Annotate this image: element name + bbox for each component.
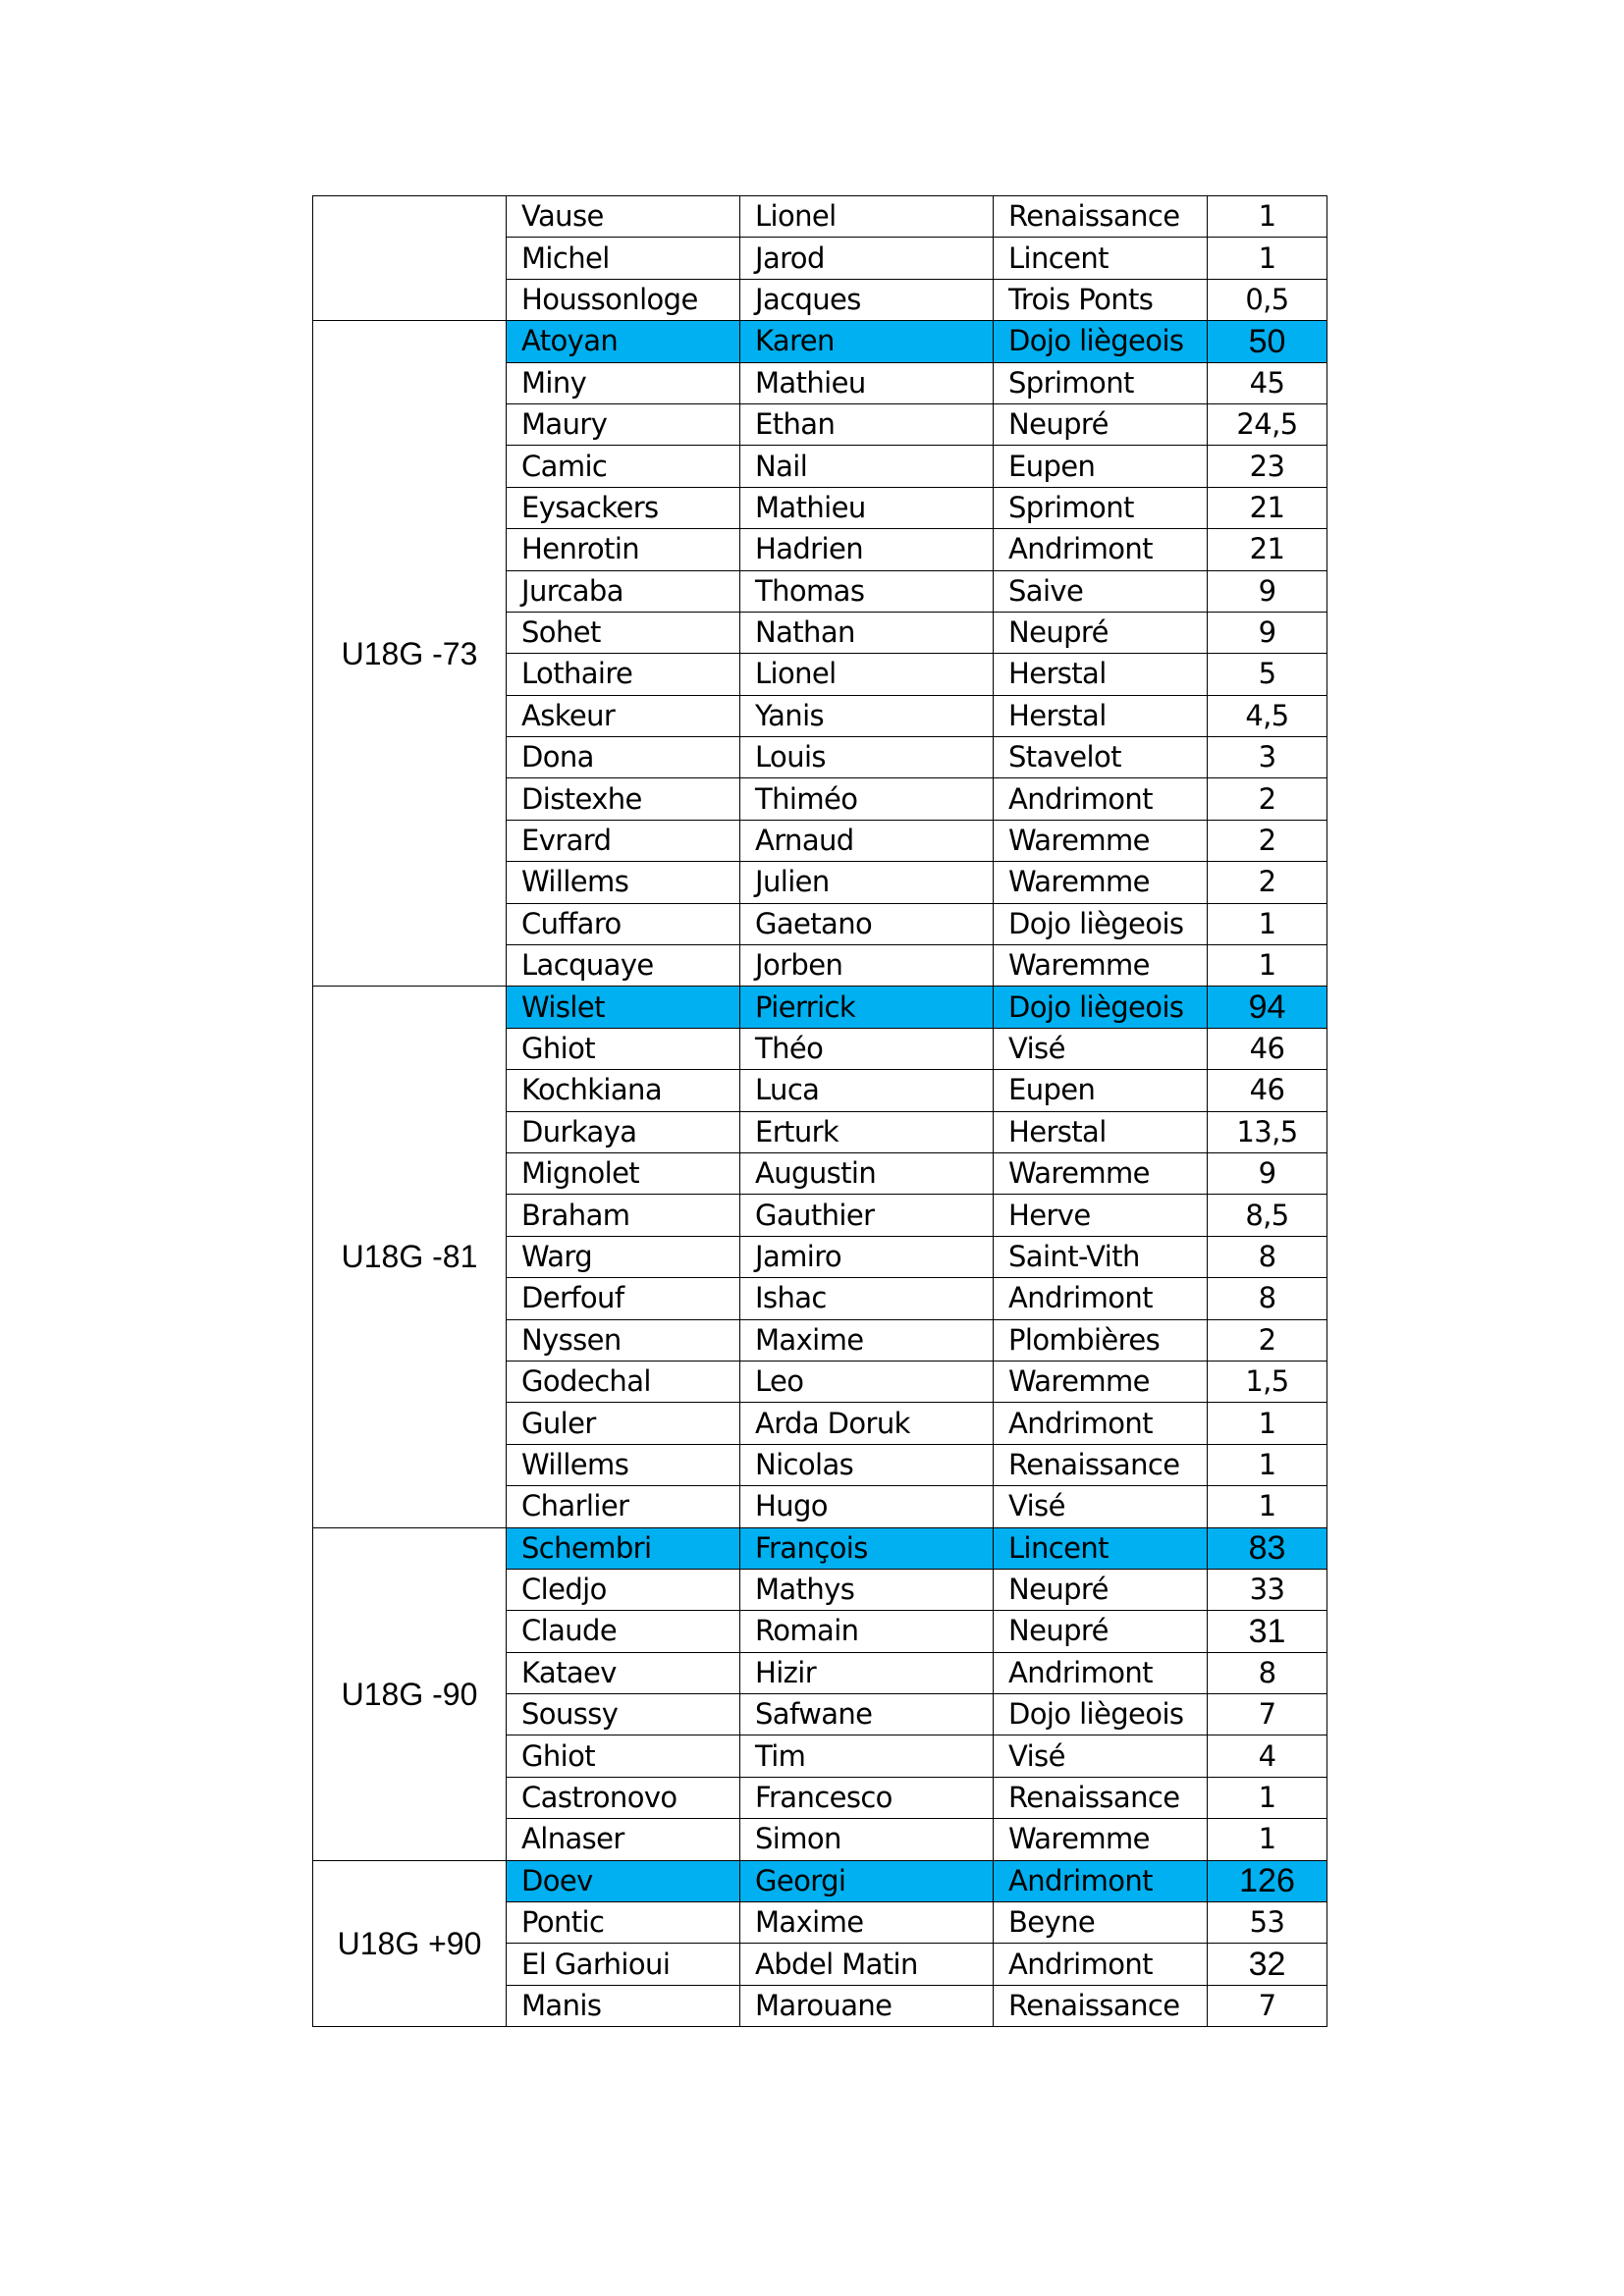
first-name-cell: Arda Doruk (740, 1403, 994, 1444)
club-cell: Dojo liègeois (994, 1694, 1208, 1735)
points-cell: 31 (1208, 1611, 1327, 1652)
first-name-cell: Jacques (740, 279, 994, 320)
first-name-cell: Francesco (740, 1777, 994, 1818)
last-name-cell: Cledjo (507, 1569, 740, 1610)
club-cell: Dojo liègeois (994, 903, 1208, 944)
last-name-cell: Askeur (507, 695, 740, 736)
first-name-cell: Tim (740, 1735, 994, 1777)
first-name-cell: Jarod (740, 238, 994, 279)
club-cell: Sprimont (994, 362, 1208, 403)
points-cell: 7 (1208, 1985, 1327, 2026)
last-name-cell: Alnaser (507, 1819, 740, 1860)
club-cell: Neupré (994, 1611, 1208, 1652)
points-cell: 83 (1208, 1527, 1327, 1569)
points-cell: 9 (1208, 1152, 1327, 1194)
first-name-cell: Karen (740, 321, 994, 362)
first-name-cell: Lionel (740, 196, 994, 238)
points-cell: 1 (1208, 1486, 1327, 1527)
first-name-cell: Romain (740, 1611, 994, 1652)
first-name-cell: Yanis (740, 695, 994, 736)
club-cell: Saint-Vith (994, 1236, 1208, 1277)
last-name-cell: Durkaya (507, 1111, 740, 1152)
results-table (312, 195, 1327, 2027)
last-name-cell: Schembri (507, 1527, 740, 1569)
first-name-cell: Abdel Matin (740, 1944, 994, 1985)
points-cell: 0,5 (1208, 279, 1327, 320)
club-cell: Eupen (994, 1070, 1208, 1111)
results-table-body (313, 196, 1327, 2027)
club-cell: Waremme (994, 1152, 1208, 1194)
last-name-cell: Willems (507, 1444, 740, 1485)
first-name-cell: Nicolas (740, 1444, 994, 1485)
last-name-cell: Ghiot (507, 1735, 740, 1777)
club-cell: Visé (994, 1028, 1208, 1069)
first-name-cell: Thomas (740, 570, 994, 612)
club-cell: Waremme (994, 862, 1208, 903)
points-cell: 46 (1208, 1028, 1327, 1069)
last-name-cell: Ghiot (507, 1028, 740, 1069)
points-cell: 8 (1208, 1278, 1327, 1319)
points-cell: 45 (1208, 362, 1327, 403)
last-name-cell: Doev (507, 1860, 740, 1901)
club-cell: Renaissance (994, 1777, 1208, 1818)
first-name-cell: Nail (740, 446, 994, 487)
points-cell: 7 (1208, 1694, 1327, 1735)
first-name-cell: Pierrick (740, 987, 994, 1028)
last-name-cell: Kataev (507, 1652, 740, 1693)
points-cell: 1 (1208, 945, 1327, 987)
first-name-cell: Leo (740, 1361, 994, 1402)
last-name-cell: Camic (507, 446, 740, 487)
points-cell: 4 (1208, 1735, 1327, 1777)
club-cell: Andrimont (994, 1403, 1208, 1444)
first-name-cell: Luca (740, 1070, 994, 1111)
category-cell (313, 196, 507, 321)
last-name-cell: Eysackers (507, 487, 740, 528)
first-name-cell: Augustin (740, 1152, 994, 1194)
club-cell: Renaissance (994, 1985, 1208, 2026)
category-cell: U18G -90 (313, 1527, 507, 1860)
points-cell: 3 (1208, 737, 1327, 778)
last-name-cell: Henrotin (507, 529, 740, 570)
points-cell: 2 (1208, 820, 1327, 861)
club-cell: Neupré (994, 1569, 1208, 1610)
last-name-cell: Miny (507, 362, 740, 403)
points-cell: 13,5 (1208, 1111, 1327, 1152)
first-name-cell: Gaetano (740, 903, 994, 944)
last-name-cell: Nyssen (507, 1319, 740, 1361)
points-cell: 33 (1208, 1569, 1327, 1610)
club-cell: Plombières (994, 1319, 1208, 1361)
club-cell: Herstal (994, 1111, 1208, 1152)
last-name-cell: Pontic (507, 1902, 740, 1944)
points-cell: 8 (1208, 1652, 1327, 1693)
points-cell: 21 (1208, 487, 1327, 528)
first-name-cell: Maxime (740, 1902, 994, 1944)
points-cell: 1 (1208, 1403, 1327, 1444)
points-cell: 1,5 (1208, 1361, 1327, 1402)
club-cell: Eupen (994, 446, 1208, 487)
first-name-cell: Julien (740, 862, 994, 903)
first-name-cell: Ethan (740, 403, 994, 445)
club-cell: Andrimont (994, 1944, 1208, 1985)
first-name-cell: Gauthier (740, 1195, 994, 1236)
first-name-cell: Hugo (740, 1486, 994, 1527)
first-name-cell: Mathys (740, 1569, 994, 1610)
club-cell: Trois Ponts (994, 279, 1208, 320)
club-cell: Herstal (994, 654, 1208, 695)
points-cell: 1 (1208, 1819, 1327, 1860)
first-name-cell: Hizir (740, 1652, 994, 1693)
first-name-cell: Maxime (740, 1319, 994, 1361)
last-name-cell: Godechal (507, 1361, 740, 1402)
club-cell: Waremme (994, 820, 1208, 861)
points-cell: 24,5 (1208, 403, 1327, 445)
club-cell: Dojo liègeois (994, 987, 1208, 1028)
points-cell: 53 (1208, 1902, 1327, 1944)
club-cell: Andrimont (994, 778, 1208, 820)
table-row (313, 987, 1327, 1028)
first-name-cell: Nathan (740, 612, 994, 653)
last-name-cell: Houssonloge (507, 279, 740, 320)
last-name-cell: Derfouf (507, 1278, 740, 1319)
last-name-cell: Kochkiana (507, 1070, 740, 1111)
club-cell: Waremme (994, 1361, 1208, 1402)
last-name-cell: Dona (507, 737, 740, 778)
club-cell: Visé (994, 1735, 1208, 1777)
last-name-cell: Lacquaye (507, 945, 740, 987)
last-name-cell: Guler (507, 1403, 740, 1444)
first-name-cell: Louis (740, 737, 994, 778)
last-name-cell: Willems (507, 862, 740, 903)
points-cell: 1 (1208, 238, 1327, 279)
club-cell: Sprimont (994, 487, 1208, 528)
points-cell: 46 (1208, 1070, 1327, 1111)
first-name-cell: Ishac (740, 1278, 994, 1319)
points-cell: 2 (1208, 778, 1327, 820)
club-cell: Andrimont (994, 1278, 1208, 1319)
club-cell: Beyne (994, 1902, 1208, 1944)
last-name-cell: Braham (507, 1195, 740, 1236)
last-name-cell: Wislet (507, 987, 740, 1028)
club-cell: Andrimont (994, 1652, 1208, 1693)
first-name-cell: Marouane (740, 1985, 994, 2026)
points-cell: 2 (1208, 1319, 1327, 1361)
points-cell: 1 (1208, 1777, 1327, 1818)
first-name-cell: Arnaud (740, 820, 994, 861)
points-cell: 4,5 (1208, 695, 1327, 736)
last-name-cell: Evrard (507, 820, 740, 861)
points-cell: 23 (1208, 446, 1327, 487)
last-name-cell: Vause (507, 196, 740, 238)
points-cell: 1 (1208, 196, 1327, 238)
points-cell: 1 (1208, 1444, 1327, 1485)
points-cell: 50 (1208, 321, 1327, 362)
last-name-cell: Manis (507, 1985, 740, 2026)
last-name-cell: Maury (507, 403, 740, 445)
first-name-cell: Mathieu (740, 362, 994, 403)
last-name-cell: Claude (507, 1611, 740, 1652)
points-cell: 9 (1208, 612, 1327, 653)
club-cell: Andrimont (994, 529, 1208, 570)
first-name-cell: Théo (740, 1028, 994, 1069)
table-row (313, 1860, 1327, 1901)
first-name-cell: François (740, 1527, 994, 1569)
club-cell: Neupré (994, 403, 1208, 445)
points-cell: 2 (1208, 862, 1327, 903)
category-cell: U18G -73 (313, 321, 507, 987)
club-cell: Neupré (994, 612, 1208, 653)
last-name-cell: Jurcaba (507, 570, 740, 612)
club-cell: Waremme (994, 1819, 1208, 1860)
club-cell: Stavelot (994, 737, 1208, 778)
last-name-cell: Sohet (507, 612, 740, 653)
table-row (313, 1527, 1327, 1569)
points-cell: 126 (1208, 1860, 1327, 1901)
first-name-cell: Simon (740, 1819, 994, 1860)
category-cell: U18G -81 (313, 987, 507, 1527)
points-cell: 21 (1208, 529, 1327, 570)
last-name-cell: Charlier (507, 1486, 740, 1527)
club-cell: Saive (994, 570, 1208, 612)
last-name-cell: El Garhioui (507, 1944, 740, 1985)
first-name-cell: Lionel (740, 654, 994, 695)
first-name-cell: Safwane (740, 1694, 994, 1735)
last-name-cell: Michel (507, 238, 740, 279)
table-row (313, 321, 1327, 362)
category-cell: U18G +90 (313, 1860, 507, 2027)
last-name-cell: Atoyan (507, 321, 740, 362)
club-cell: Herstal (994, 695, 1208, 736)
club-cell: Dojo liègeois (994, 321, 1208, 362)
club-cell: Lincent (994, 1527, 1208, 1569)
club-cell: Renaissance (994, 1444, 1208, 1485)
last-name-cell: Warg (507, 1236, 740, 1277)
first-name-cell: Thiméo (740, 778, 994, 820)
last-name-cell: Distexhe (507, 778, 740, 820)
club-cell: Renaissance (994, 196, 1208, 238)
last-name-cell: Mignolet (507, 1152, 740, 1194)
first-name-cell: Hadrien (740, 529, 994, 570)
first-name-cell: Erturk (740, 1111, 994, 1152)
last-name-cell: Soussy (507, 1694, 740, 1735)
last-name-cell: Lothaire (507, 654, 740, 695)
table-row (313, 196, 1327, 238)
club-cell: Herve (994, 1195, 1208, 1236)
club-cell: Visé (994, 1486, 1208, 1527)
points-cell: 1 (1208, 903, 1327, 944)
last-name-cell: Castronovo (507, 1777, 740, 1818)
club-cell: Andrimont (994, 1860, 1208, 1901)
points-cell: 8 (1208, 1236, 1327, 1277)
last-name-cell: Cuffaro (507, 903, 740, 944)
first-name-cell: Jorben (740, 945, 994, 987)
club-cell: Lincent (994, 238, 1208, 279)
first-name-cell: Mathieu (740, 487, 994, 528)
points-cell: 5 (1208, 654, 1327, 695)
club-cell: Waremme (994, 945, 1208, 987)
points-cell: 32 (1208, 1944, 1327, 1985)
points-cell: 8,5 (1208, 1195, 1327, 1236)
first-name-cell: Georgi (740, 1860, 994, 1901)
points-cell: 9 (1208, 570, 1327, 612)
first-name-cell: Jamiro (740, 1236, 994, 1277)
points-cell: 94 (1208, 987, 1327, 1028)
